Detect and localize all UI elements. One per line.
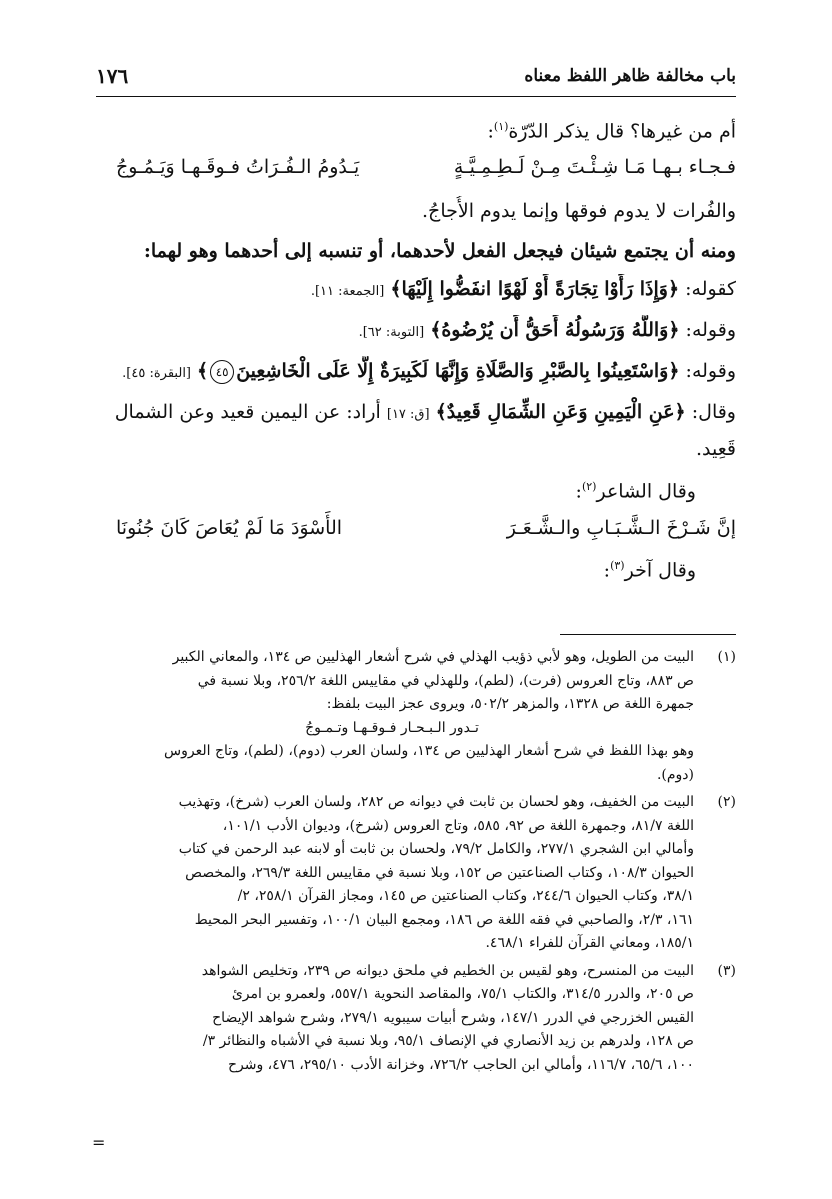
chapter-title: باب مخالفة ظاهر اللفظ معناه [524,66,736,86]
text-line: وقال آخر$^{(٣)}$: [603,558,696,581]
footnotes [90,646,736,1081]
text-line: ومنه أن يجتمع شيئان فيجعل الفعل لأحدهما، أو تنسبه إلى أحدهما وهو لهما: [143,240,736,263]
poetry-verse [96,507,736,551]
verse-reference: [الجمعة: ١١]. [310,284,385,300]
footnote-separator [560,634,736,635]
continuation-mark: = [92,1133,106,1152]
footnote-ref[interactable]: (٢) [581,480,597,494]
footnote-number: (٣) [717,962,736,979]
footnote: (٢) البيت من الخفيف، وهو لحسان بن ثابت في ديوانه ص ٢٨٢، ولسان العرب (شرخ)، وتهذيب اللغة ٨١/٧، وجمهرة اللغة ص ٩٢، ٥٨٥، وتاج العروس (شرخ)، وديوان الأدب ١٠١/١، وأمالي ابن الشجري ٢٧٧/١، والكامل ٧٩/٢، ولحسان بن ثابت أو لابنه عبد الرحمن في كتاب الحيوان ١٠٨/٣، وكتاب الصناعتين ص ١٥٢، وبلا نسبة في مقاييس اللغة ٢٦٩/٣، والمخصص ٣٨/١، وكتاب الحيوان ٢٤٤/٦، وكتاب الصناعتين ص ١٤٥، ومجاز القرآن ٢٥٨/١، ٢/ ١٦١، ٢/٣، والصاحبي في فقه اللغة ص ١٨٦، ومجمع البيان ١٠٠/١، وتفسير البحر المحيط ١٨٥/١، ومعاني القرآن للفراء ٤٦٨/١. [90,791,736,956]
verse-first-hemistich: إنَّ شَـرْخَ الـشَّـبَـابِ والـشَّـعَـرَ [506,516,736,539]
page-number: ١٧٦ [96,64,129,88]
quran-verse: ﴿عَنِ الْيَمِينِ وَعَنِ الشِّمَالِ قَعِيدٌ﴾ [435,401,686,424]
verse-second-hemistich: يَـدُومُ الـفُـرَاتُ فـوقَـهـا وَيَـمُـوجُ [116,156,360,179]
verse-reference: [البقرة: ٤٥]. [122,366,191,382]
footnote-number: (١) [717,649,736,665]
verse-reference: [ق: ١٧] [386,407,430,423]
verse-first-hemistich: فـجـاء بـهـا مَـا شِـئْـتَ مِـنْ لَـطِـمِـيَّـةٍ [453,156,736,179]
quran-citation: كقوله: ﴿وَإِذَا رَأَوْا تِجَارَةً أَوْ لَهْوًا انفَضُّوا إِلَيْهَا﴾ [الجمعة: ١١]. [310,278,736,301]
text-line: أم من غيرها؟ قال يذكر الدّرّة$^{(١)}$: [487,120,736,143]
verse-second-hemistich: الأَسْوَدَ مَا لَمْ يُعَاصَ كَانَ جُنُونَا [116,516,343,539]
text-line: قَعِيد. [696,438,736,461]
footnote-number: (٢) [717,794,736,810]
quran-citation: وقوله: ﴿وَاللَّهُ وَرَسُولُهُ أَحَقُّ أَن يُرْضُوهُ﴾ [التوبة: ٦٢]. [358,319,736,342]
poetry-verse [96,146,736,190]
quran-verse: ﴿وَإِذَا رَأَوْا تِجَارَةً أَوْ لَهْوًا انفَضُّوا إِلَيْهَا﴾ [390,278,680,301]
ayah-number-icon: ٤٥ [210,360,234,384]
footnote: (١) البيت من الطويل، وهو لأبي ذؤيب الهذلي في شرح أشعار الهذليين ص ١٣٤، والمعاني الكبير ص ٨٨٣، وتاج العروس (فرت)، (لطم)، وللهذلي في مقاييس اللغة ٢٥٦/٢، وبلا نسبة في جمهرة اللغة ص ١٣٢٨، والمزهر ٥٠٢/٢، ويروى عجز البيت بلفظ: تـدور الـبـحـار فـوقـهـا وتـمـوجُ وهو بهذا اللفظ في شرح أشعار الهذليين ص ١٣٤، ولسان العرب (دوم)، (لطم)، وتاج العروس (دوم). [90,646,736,787]
quran-verse: ﴿وَاللَّهُ وَرَسُولُهُ أَحَقُّ أَن يُرْضُوهُ﴾ [430,319,680,342]
footnote-ref[interactable]: (٣) [610,558,625,572]
footnote: (٣) البيت من المنسرح، وهو لقيس بن الخطيم في ملحق ديوانه ص ٢٣٩، وتخليص الشواهد ص ٢٠٥، والدرر ٣١٤/٥، والكتاب ٧٥/١، والمقاصد النحوية ٥٥٧/١، ولعمرو بن امرئ القيس الخزرجي في الدرر ١٤٧/١، وشرح أبيات سيبويه ٢٧٩/١، وشرح شواهد الإيضاح ص ١٢٨، ولدرهم بن زيد الأنصاري في الإنصاف ٩٥/١، وبلا نسبة في الأشباه والنظائر ٣/ ١٠٠، ٦٥/٦، ١١٦/٧، وأمالي ابن الحاجب ٧٢٦/٢، وخزانة الأدب ٢٩٥/١٠، ٤٧٦، وشرح [90,960,736,1078]
quran-citation: وقوله: ﴿وَاسْتَعِينُوا بِالصَّبْرِ وَالصَّلَاةِ وَإِنَّهَا لَكَبِيرَةٌ إِلَّا عَلَى الْخَاشِعِينَ٤٥﴾ [البقرة: ٤٥]. [122,360,736,383]
quoted-verse: تـدور الـبـحـار فـوقـهـا وتـمـوجُ [305,719,479,736]
main-text [96,112,736,585]
footnote-ref[interactable]: (١) [493,120,509,133]
quran-verse: ﴿وَاسْتَعِينُوا بِالصَّبْرِ وَالصَّلَاةِ وَإِنَّهَا لَكَبِيرَةٌ إِلَّا عَلَى الْخَاشِعِينَ [236,360,680,383]
running-header [96,62,736,96]
quran-citation: وقال: ﴿عَنِ الْيَمِينِ وَعَنِ الشِّمَالِ قَعِيدٌ﴾ [ق: ١٧] أراد: عن اليمين قعيد وعن الشمال [114,401,736,424]
text-line: وقال الشاعر$^{(٢)}$: [575,480,696,503]
header-rule [96,96,736,97]
text-line: والفُرات لا يدوم فوقها وإنما يدوم الأُجاجُ. [422,200,736,223]
verse-reference: [التوبة: ٦٢]. [358,325,425,341]
